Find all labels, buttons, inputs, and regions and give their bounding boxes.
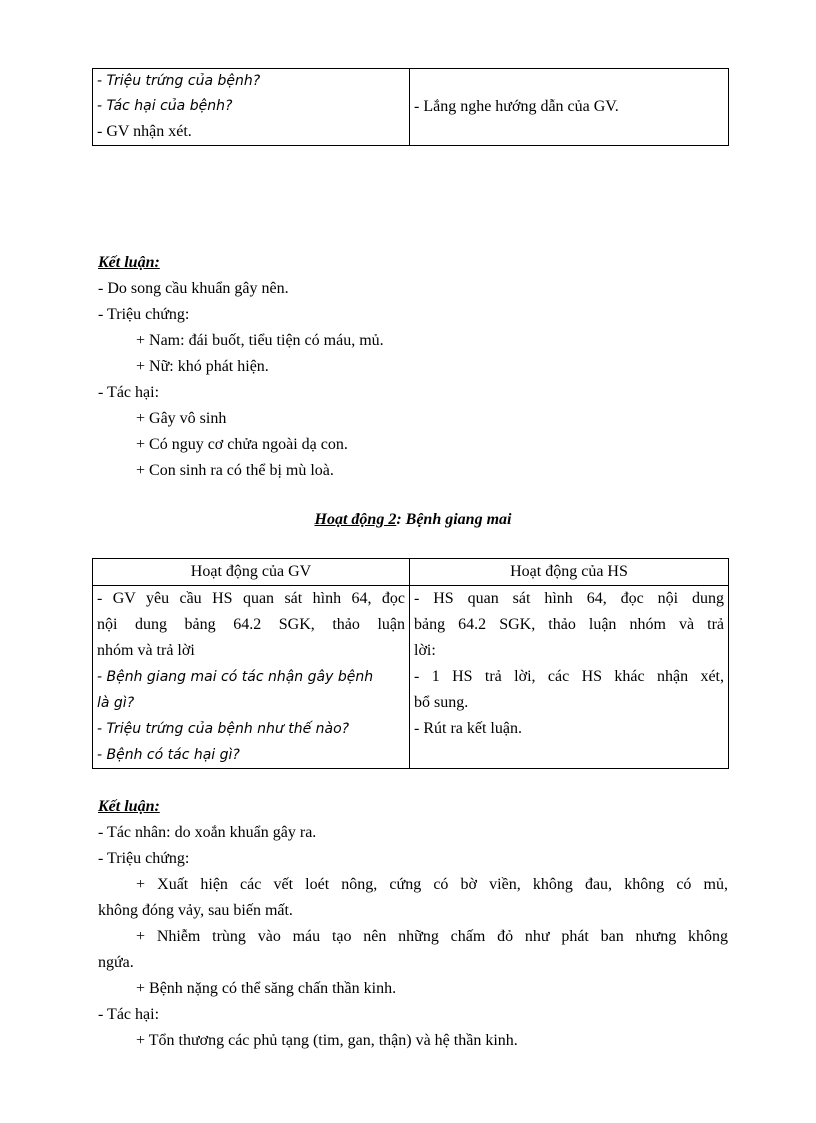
conclusion-1 [98, 250, 728, 484]
conclusion-2-symptoms-label: - Triệu chứng: [98, 850, 190, 867]
activity-2-title [98, 507, 728, 533]
gv-activity-cell [93, 586, 410, 769]
conclusion-1-cause: - Do song cầu khuẩn gây nên. [98, 280, 289, 297]
gv-question-2: - Triệu trứng của bệnh như thế nào? [97, 721, 350, 737]
conclusion-1-harm-3: + Con sinh ra có thể bị mù loà. [136, 462, 334, 479]
conclusion-1-symptoms-label: - Triệu chứng: [98, 306, 190, 323]
conclusion-2-harm-label: - Tác hại: [98, 1006, 160, 1023]
hs-line-4: - 1 HS trả lời, các HS khác nhận xét, [414, 668, 724, 685]
gv-question-1: - Bệnh giang mai có tác nhận gây bệnh [97, 669, 374, 685]
table-row [93, 69, 729, 146]
conclusion-2-symptom-2a: + Nhiễm trùng vào máu tạo nên những chấm đỏ như phát ban nhưng không [136, 928, 728, 945]
activity-2-title-underlined: Hoạt động 2 [314, 511, 397, 528]
conclusion-2-title: Kết luận: [98, 798, 160, 815]
hs-cell [410, 69, 729, 146]
gv-line-1: - GV yêu cầu HS quan sát hình 64, đọc [97, 590, 405, 607]
hs-line-5: bổ sung. [414, 694, 469, 711]
gv-cell [93, 69, 410, 146]
hs-line-1: - HS quan sát hình 64, đọc nội dung [414, 590, 724, 607]
table-row [93, 586, 729, 769]
activity2-table [92, 558, 729, 769]
conclusion-1-harm-1: + Gây vô sinh [136, 410, 227, 427]
conclusion-1-title: Kết luận: [98, 254, 160, 271]
activity-2-title-rest: : Bệnh giang mai [396, 511, 512, 528]
conclusion-2-harm-1: + Tổn thương các phủ tạng (tim, gan, thận) và hệ thần kinh. [136, 1032, 518, 1049]
gv-line-2: nội dung bảng 64.2 SGK, thảo luận [97, 616, 405, 633]
gv-question-3: - Bệnh có tác hại gì? [97, 747, 240, 763]
header-hs: Hoạt động của HS [410, 559, 729, 586]
hs-activity-cell [410, 586, 729, 769]
hs-line-6: - Rút ra kết luận. [414, 720, 522, 737]
conclusion-2-agent: - Tác nhân: do xoắn khuẩn gây ra. [98, 824, 317, 841]
conclusion-1-symptom-male: + Nam: đái buốt, tiểu tiện có máu, mủ. [136, 332, 384, 349]
hs-line-2: bảng 64.2 SGK, thảo luận nhóm và trả [414, 616, 724, 633]
conclusion-1-harm-label: - Tác hại: [98, 384, 160, 401]
hs-listen: - Lắng nghe hướng dẫn của GV. [414, 98, 619, 115]
conclusion-2-symptom-1a: + Xuất hiện các vết loét nông, cứng có bờ viền, không đau, không có mủ, [136, 876, 728, 893]
gv-question-symptoms: - Triệu trứng của bệnh? [97, 73, 261, 89]
gv-question-harm: - Tác hại của bệnh? [97, 98, 233, 114]
conclusion-2 [98, 794, 728, 1054]
conclusion-1-harm-2: + Có nguy cơ chửa ngoài dạ con. [136, 436, 348, 453]
conclusion-2-symptom-2b: ngứa. [98, 954, 134, 971]
table-header-row [93, 559, 729, 586]
conclusion-2-symptom-1b: không đóng vảy, sau biến mất. [98, 902, 293, 919]
gv-remark: - GV nhận xét. [97, 123, 192, 140]
gv-question-1-cont: là gì? [97, 695, 135, 711]
conclusion-1-symptom-female: + Nữ: khó phát hiện. [136, 358, 269, 375]
conclusion-2-symptom-3: + Bệnh nặng có thể săng chấn thần kinh. [136, 980, 397, 997]
hs-line-3: lời: [414, 642, 436, 659]
header-gv: Hoạt động của GV [93, 559, 410, 586]
gv-line-3: nhóm và trả lời [97, 642, 195, 659]
activity1-table-continued [92, 68, 729, 146]
